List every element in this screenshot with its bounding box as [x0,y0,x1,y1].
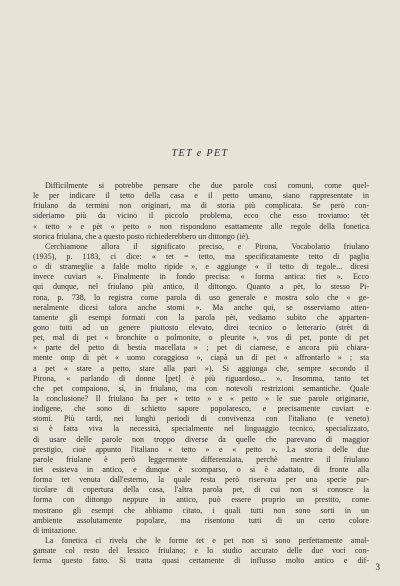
text-line: a pet « stare a petto, stare alla pari »). Si aggiunga che, sempre secondo il [33,363,369,373]
page-number: 3 [375,562,380,572]
text-line: Difficilmente si potrebbe pensare che due parole così comuni, come quel- [45,181,369,190]
text-line: gamate col resto del lessico friulano; e lo studio accurato delle due voci con- [33,546,369,556]
text-line: la conclusione? Il friulano ha per « tetto » e « petto » le sue parole originarie, [33,393,369,403]
text-line: di imitazione. [33,525,77,535]
text-line: forma tet venuta dall'esterno, la quale resta però riservata per una specie par- [33,475,369,485]
text-line: indigene, che sono di schietto sapore popolaresco, e precisamente cuviart e [33,404,369,414]
text-line: Pirona, « parlando di donne [pet] è più riguardoso... ». Insomma, tanto tet [33,373,369,383]
text-line: pet, mal di pet « bronchite o polmonite, o pleurite », vos di pet, ponte di pet [33,333,369,343]
text-line: neralmente dicesi talora anche stomi ». Ma anche qui, se osserviamo atten- [33,302,369,312]
text-line: invece cuviart ». Finalmente in fondo precisa: « forma antica: tiet ». Ecco [33,272,369,282]
page-title: TET e PET [171,148,229,159]
text-line: storica friulana, che a questo posto richiederebbero un dittongo (iè). [33,231,251,241]
text-line: che pet compaiono, sì, in friulano, ma con notevoli restrizioni semantiche. Quale [33,383,369,393]
text-line: « parte del petto di bestia macellata » ; pet di ciamese, e ancora più chiara- [33,343,369,353]
text-line: La fonetica ci rivela che le forme tet e pet non si sono perfettamente amal- [45,535,369,545]
text-line: parole friulane è però leggermente differenziata, perchè mentre il friulano [33,454,369,464]
text-line: si è fatta viva la necessità, specialmente nel linguaggio tecnico, specializzato, [33,424,369,434]
text-line: sideriamo più da vicino il piccolo problema, ecco che esso troviamo: tèt [33,211,369,221]
text-line: prestigio, cioè appunto l'italiano « tetto » e « petto ». La storia delle due [33,444,369,454]
text-line: le per indicare il tetto della casa e il petto umano, siano rappresentate in [33,191,369,201]
text-line: friulano da termini non originari, ma di storia più complicata. Se però con- [33,201,369,211]
text-line: rona, p. 738, lo registra come parola di uso generale e mostra solo che « ge- [33,292,369,302]
text-line: mente omp di pèt « uomo coraggioso », ciapà un di pet « affrontarlo » ; sta [33,353,369,363]
text-line: o di strameglie a falde molto ripide », e aggiunge « il tetto di tegole... dicesi [33,262,369,272]
text-line: tiet esisteva in antico, e dunque è scomparso, o si è adattato, di fronte alla [33,464,369,474]
text-line: ferma questo fatto. Si tratta quasi certamente di influsso molto antico e dif- [33,556,369,566]
text-line: stomi. Più tardi, nei lunghi periodi di convivenza con l'italiano (e veneto) [33,414,369,424]
text-line: forma con dittongo neppure in antico, può essere proprio un prestito, come [33,495,369,505]
text-line: « tetto » e pèt « petto » non rispondono esattamente alle regole della fonetica [33,221,369,231]
body-text [33,181,369,566]
text-line: qui dunque, nel friulano più antico, il dittongo. Quanto a pèt, lo stesso Pi- [33,282,369,292]
text-line: ticolare di copertura della casa, l'altra parola pet, di cui non si conosce la [33,485,369,495]
text-line: di usare delle parole non troppo diverse da quelle che parevano di maggior [33,434,369,444]
text-line: ambiente assolutamente popolare, ma risentono tutti di un certo colore [33,515,369,525]
text-line: (1935), p. 1183, ci dice: « tet = tetto, ma specificatamente tetto di paglia [33,251,369,261]
text-line: Cerchiamone allora il significato preciso, e Pirona, Vocabolario friulano [45,241,369,251]
text-line: gono tutti ad un genere piuttosto elevato, direi tecnico o letterario (strèt di [33,322,369,332]
text-line: mostrano gli esempi che abbiamo citato, i quali tutti non sono sorti in un [33,505,369,515]
text-line: tamente gli esempi formati con la parola pèt, vediamo subito che apparten- [33,312,369,322]
